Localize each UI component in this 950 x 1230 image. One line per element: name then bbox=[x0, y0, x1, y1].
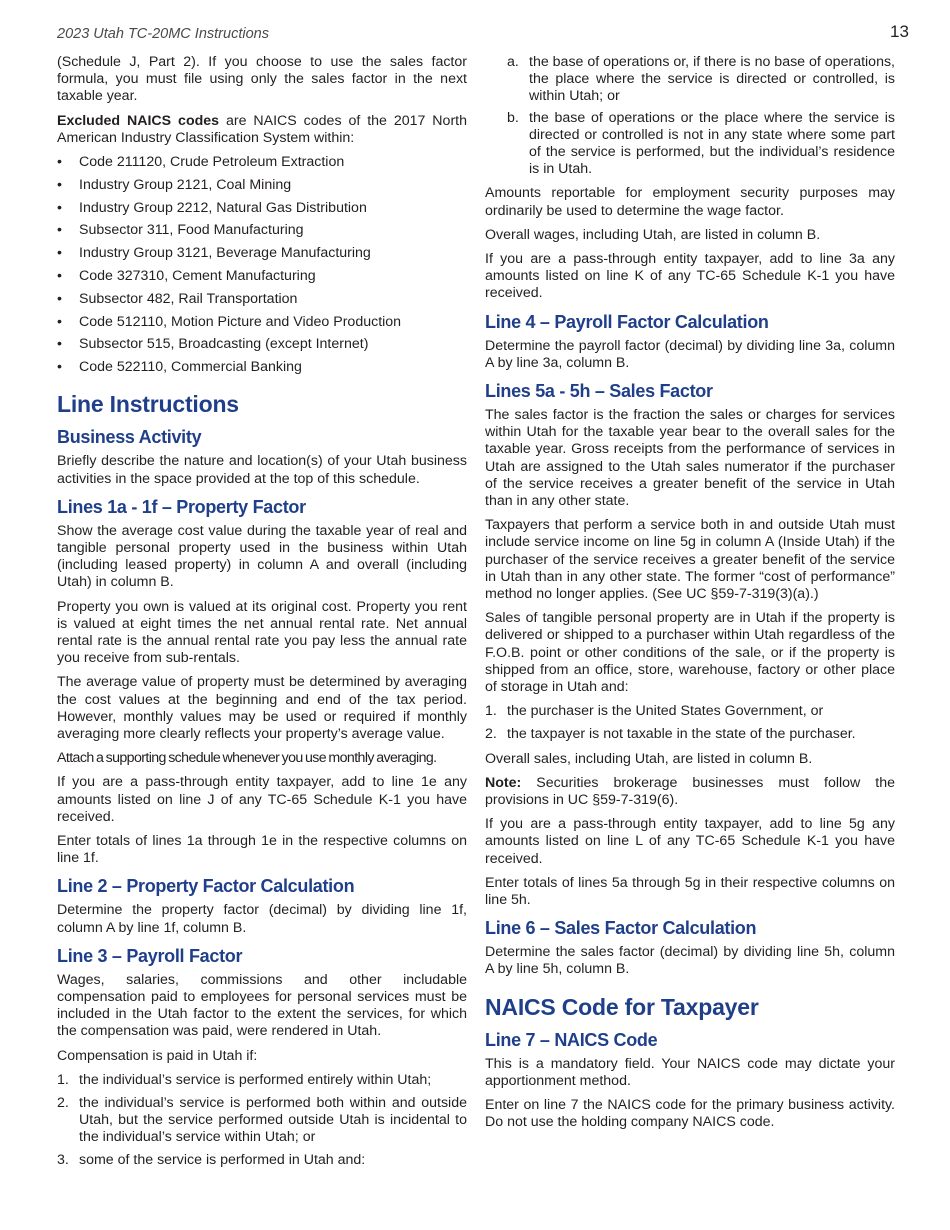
list-item-text: the purchaser is the United States Government, or bbox=[507, 703, 824, 720]
sales-factor-paragraph-2: Taxpayers that perform a service both in and outside Utah must include service income on line 5g in column A (Inside Utah) if the purchaser of the service receives a greater benefit of the service in Utah than in any other state. The former “cost of performance” method no longer applies. (See UC §59-7-319(3)(a).) bbox=[485, 517, 895, 603]
list-item bbox=[507, 54, 895, 106]
note-text: Securities brokerage businesses must follow the provisions in UC §59-7-319(6). bbox=[485, 774, 895, 808]
list-item-number: 2. bbox=[57, 1094, 69, 1111]
sales-factor-calculation-heading: Line 6 – Sales Factor Calculation bbox=[485, 918, 757, 939]
naics-code-paragraph-2: Enter on line 7 the NAICS code for the primary business activity. Do not use the holding company NAICS code. bbox=[485, 1096, 895, 1131]
excluded-naics-text: are NAICS codes of the 2017 North American Industry Classification System within: bbox=[57, 112, 468, 146]
note-paragraph bbox=[485, 775, 895, 809]
naics-code-heading: Line 7 – NAICS Code bbox=[485, 1029, 658, 1050]
list-item-text: Code 211120, Crude Petroleum Extraction bbox=[79, 154, 345, 171]
list-item-number: 1. bbox=[485, 703, 497, 720]
list-item-text: Subsector 515, Broadcasting (except Internet) bbox=[79, 336, 369, 353]
excluded-naics-bold: Excluded NAICS codes bbox=[57, 112, 220, 129]
bullet-icon: • bbox=[57, 359, 62, 376]
list-item-text: Subsector 311, Food Manufacturing bbox=[79, 222, 304, 239]
bullet-icon: • bbox=[57, 313, 62, 330]
list-item bbox=[485, 703, 895, 720]
list-item-letter: b. bbox=[507, 109, 519, 126]
list-item-letter: a. bbox=[507, 54, 519, 70]
list-item bbox=[507, 110, 895, 179]
list-item bbox=[57, 154, 467, 171]
payroll-factor-calculation-heading: Line 4 – Payroll Factor Calculation bbox=[485, 311, 769, 332]
property-factor-calculation-text: Determine the property factor (decimal) by dividing line 1f, column A by line 1f, column B. bbox=[57, 902, 467, 936]
property-factor-paragraph-6: Enter totals of lines 1a through 1e in the respective columns on line 1f. bbox=[57, 833, 467, 867]
list-item-text: the base of operations or, if there is no base of operations, the place where the service is directed or controlled, is within Utah; or bbox=[529, 54, 895, 105]
business-activity-heading: Business Activity bbox=[57, 427, 202, 448]
list-item-text: the taxpayer is not taxable in the state of the purchaser. bbox=[507, 726, 856, 743]
payroll-factor-calculation-text: Determine the payroll factor (decimal) by dividing line 3a, column A by line 3a, column B. bbox=[485, 337, 895, 371]
left-column bbox=[57, 54, 467, 1176]
overall-sales-paragraph: Overall sales, including Utah, are listed in column B. bbox=[485, 750, 813, 767]
list-item-text: Code 522110, Commercial Banking bbox=[79, 359, 302, 376]
list-item-text: Industry Group 2212, Natural Gas Distribution bbox=[79, 199, 367, 216]
business-activity-text: Briefly describe the nature and location(s) of your Utah business activities in the space provided at the top of this schedule. bbox=[57, 453, 467, 487]
right-column bbox=[485, 54, 895, 1138]
property-factor-paragraph-1: Show the average cost value during the taxable year of real and tangible personal property used in the business within Utah (including leased property) in column A and overall (including Utah) in column B. bbox=[57, 522, 467, 591]
sales-factor-paragraph-3: Sales of tangible personal property are in Utah if the property is delivered or shipped to a purchaser within Utah regardless of the F.O.B. point or other conditions of the sale, or if the property is shipped from an office, store, warehouse, factory or other place of storage in Utah and: bbox=[485, 610, 895, 696]
list-item bbox=[57, 1072, 467, 1089]
document-header-title: 2023 Utah TC-20MC Instructions bbox=[57, 26, 269, 42]
list-item-text: Subsector 482, Rail Transportation bbox=[79, 290, 298, 307]
property-factor-paragraph-4: Attach a supporting schedule whenever you use monthly averaging. bbox=[57, 750, 437, 767]
list-item-text: the individual’s service is performed entirely within Utah; bbox=[79, 1071, 432, 1088]
list-item-text: Code 512110, Motion Picture and Video Production bbox=[79, 313, 402, 330]
list-item bbox=[57, 336, 467, 353]
sales-factor-calculation-text: Determine the sales factor (decimal) by dividing line 5h, column A by line 5h, column B. bbox=[485, 944, 895, 978]
list-item bbox=[57, 177, 467, 194]
property-factor-paragraph-5: If you are a pass-through entity taxpayer, add to line 1e any amounts listed on line J of any TC-65 Schedule K-1 you have received. bbox=[57, 774, 467, 825]
page-number: 13 bbox=[890, 22, 909, 41]
sales-factor-paragraph-1: The sales factor is the fraction the sales or charges for services within Utah for the taxable year bear to the overall sales for the taxable year. Gross receipts from the performance of services in Utah are assigned to the Utah sales numerator if the purchaser of the service receives a greater benefit of the service in Utah than in any other state. bbox=[485, 407, 895, 510]
bullet-icon: • bbox=[57, 222, 62, 239]
list-item bbox=[57, 359, 467, 376]
bullet-icon: • bbox=[57, 176, 62, 193]
naics-code-paragraph-1: This is a mandatory field. Your NAICS code may dictate your apportionment method. bbox=[485, 1055, 895, 1089]
list-item-number: 1. bbox=[57, 1071, 69, 1088]
note-label: Note: bbox=[485, 774, 522, 791]
list-item bbox=[57, 1095, 467, 1147]
payroll-factor-paragraph-2: Compensation is paid in Utah if: bbox=[57, 1047, 258, 1064]
compensation-conditions-list bbox=[57, 1072, 467, 1170]
list-item-text: Code 327310, Cement Manufacturing bbox=[79, 268, 316, 284]
list-item-text: the base of operations or the place where the service is directed or controlled is not in any state where some part of the service is performed, but the individual’s residence is in Utah. bbox=[529, 109, 895, 178]
payroll-factor-heading: Line 3 – Payroll Factor bbox=[57, 945, 243, 966]
list-item-number: 3. bbox=[57, 1152, 69, 1169]
list-item-number: 2. bbox=[485, 726, 497, 743]
list-item bbox=[57, 1152, 467, 1169]
list-item-text: the individual’s service is performed both within and outside Utah, but the service performed outside Utah is incidental to the individual’s service within Utah; or bbox=[79, 1094, 467, 1146]
sales-conditions-list bbox=[485, 703, 895, 743]
property-factor-heading: Lines 1a - 1f – Property Factor bbox=[57, 496, 306, 517]
property-factor-paragraph-3: The average value of property must be determined by averaging the cost values at the beginning and end of the tax period. However, monthly values may be used or required if monthly averaging more clearly reflects your property’s average value. bbox=[57, 674, 467, 743]
sales-factor-heading: Lines 5a - 5h – Sales Factor bbox=[485, 381, 713, 402]
property-factor-paragraph-2: Property you own is valued at its original cost. Property you rent is valued at eight times the net annual rental rate. Net annual rental rate is the annual rental rate you pay less the annual rate you receive from sub-rentals. bbox=[57, 598, 467, 667]
payroll-factor-paragraph-1: Wages, salaries, commissions and other includable compensation paid to employees for personal services must be included in the Utah factor to the extent the services, for which the compensation was paid, were rendered in Utah. bbox=[57, 971, 467, 1040]
list-item-text: some of the service is performed in Utah and: bbox=[79, 1152, 366, 1169]
property-factor-calculation-heading: Line 2 – Property Factor Calculation bbox=[57, 876, 355, 897]
intro-paragraph: (Schedule J, Part 2). If you choose to use the sales factor formula, you must file using only the sales factor in the next taxable year. bbox=[57, 54, 467, 105]
list-item bbox=[57, 314, 467, 331]
bullet-icon: • bbox=[57, 336, 62, 353]
bullet-icon: • bbox=[57, 290, 62, 307]
list-item-text: Industry Group 3121, Beverage Manufacturing bbox=[79, 245, 371, 262]
list-item bbox=[57, 268, 467, 285]
list-item-text: Industry Group 2121, Coal Mining bbox=[79, 176, 292, 193]
list-item bbox=[57, 200, 467, 217]
bullet-icon: • bbox=[57, 245, 62, 262]
bullet-icon: • bbox=[57, 268, 62, 284]
list-item bbox=[57, 291, 467, 308]
bullet-icon: • bbox=[57, 199, 62, 216]
passthrough-5g-paragraph: If you are a pass-through entity taxpayer, add to line 5g any amounts listed on line L of any TC-65 Schedule K-1 you have received. bbox=[485, 816, 895, 867]
list-item bbox=[57, 222, 467, 239]
base-of-operations-list bbox=[507, 54, 895, 178]
passthrough-3a-paragraph: If you are a pass-through entity taxpayer, add to line 3a any amounts listed on line K of any TC-65 Schedule K-1 you have received. bbox=[485, 251, 895, 302]
naics-list bbox=[57, 154, 467, 376]
excluded-naics-paragraph bbox=[57, 113, 467, 147]
list-item bbox=[57, 245, 467, 262]
naics-code-for-taxpayer-heading: NAICS Code for Taxpayer bbox=[485, 993, 759, 1020]
list-item bbox=[485, 726, 895, 743]
line-instructions-heading: Line Instructions bbox=[57, 391, 239, 418]
employment-security-paragraph: Amounts reportable for employment security purposes may ordinarily be used to determine the wage factor. bbox=[485, 185, 895, 219]
sales-totals-paragraph: Enter totals of lines 5a through 5g in their respective columns on line 5h. bbox=[485, 874, 895, 908]
bullet-icon: • bbox=[57, 154, 62, 171]
overall-wages-paragraph: Overall wages, including Utah, are listed in column B. bbox=[485, 226, 821, 243]
